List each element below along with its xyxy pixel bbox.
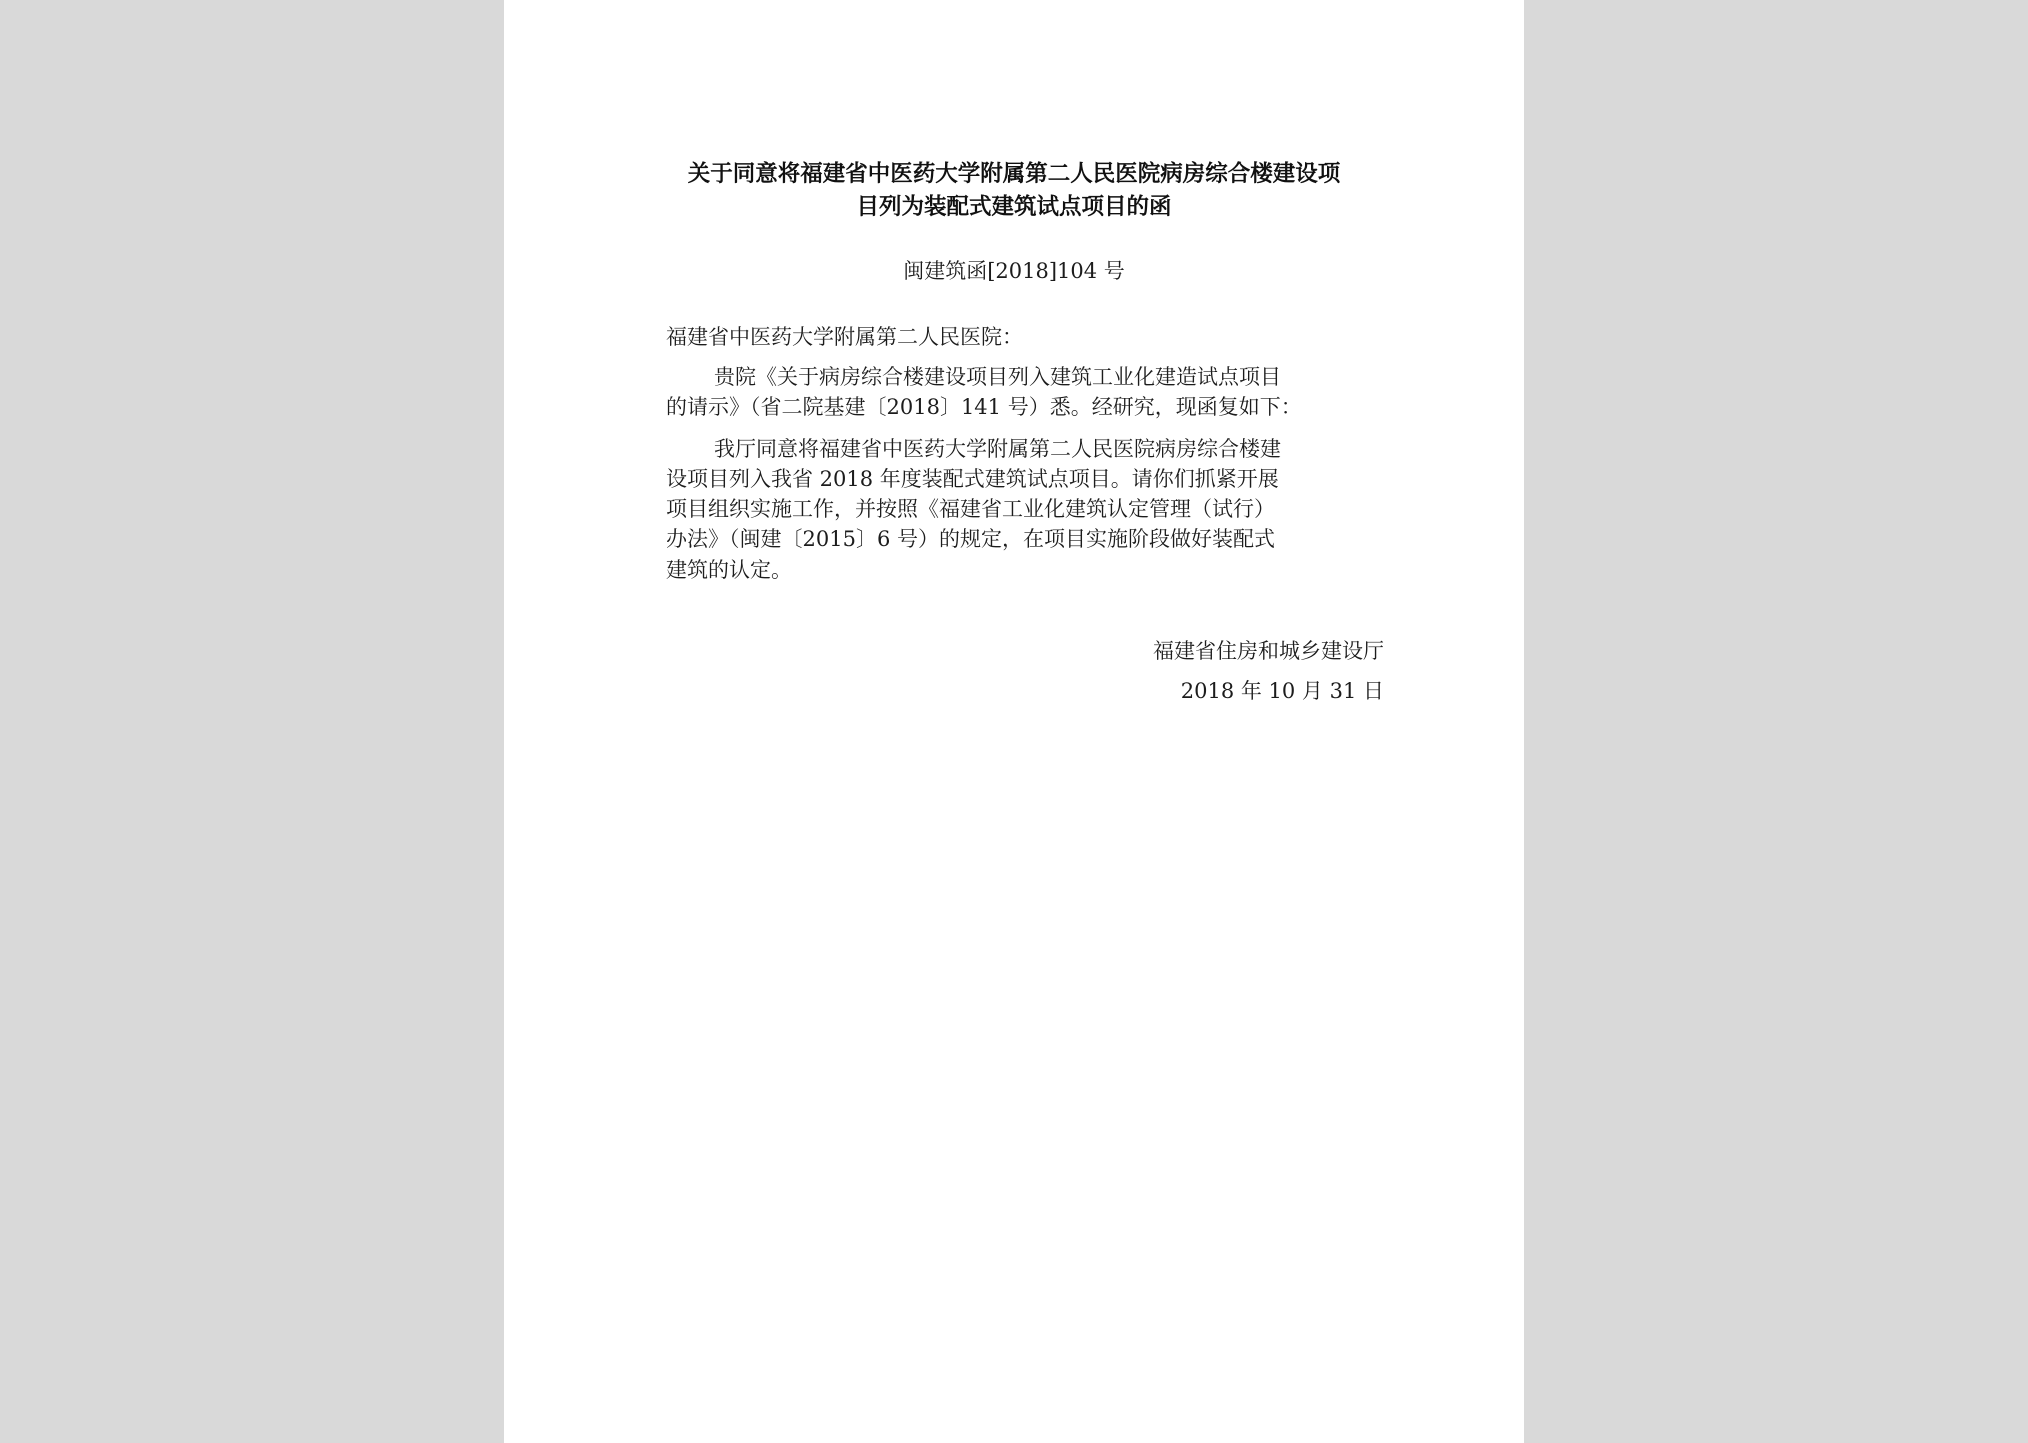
paragraph-1-line-2: 的请示》（省二院基建〔2018〕141 号）悉。经研究，现函复如下： xyxy=(666,395,1302,419)
recipient-line: 福建省中医药大学附属第二人民医院： xyxy=(666,325,1023,349)
document-number: 闽建筑函[2018]104 号 xyxy=(903,259,1125,283)
title-line-2: 目列为装配式建筑试点项目的函 xyxy=(856,194,1172,220)
paragraph-2-line-1: 我厅同意将福建省中医药大学附属第二人民医院病房综合楼建 xyxy=(714,437,1281,461)
paragraph-2-line-2: 设项目列入我省 2018 年度装配式建筑试点项目。请你们抓紧开展 xyxy=(666,467,1279,491)
title-line-1: 关于同意将福建省中医药大学附属第二人民医院病房综合楼建设项 xyxy=(687,161,1341,187)
paragraph-2-line-5: 建筑的认定。 xyxy=(666,558,792,582)
document-page xyxy=(504,0,1524,1443)
issuer-signature: 福建省住房和城乡建设厅 xyxy=(1153,639,1384,663)
issue-date: 2018 年 10 月 31 日 xyxy=(1180,679,1384,703)
paragraph-2-line-3: 项目组织实施工作，并按照《福建省工业化建筑认定管理（试行） xyxy=(666,497,1275,521)
document-title xyxy=(664,158,1364,224)
paragraph-2-line-4: 办法》（闽建〔2015〕6 号）的规定，在项目实施阶段做好装配式 xyxy=(666,527,1275,551)
paragraph-1-line-1: 贵院《关于病房综合楼建设项目列入建筑工业化建造试点项目 xyxy=(714,365,1281,389)
